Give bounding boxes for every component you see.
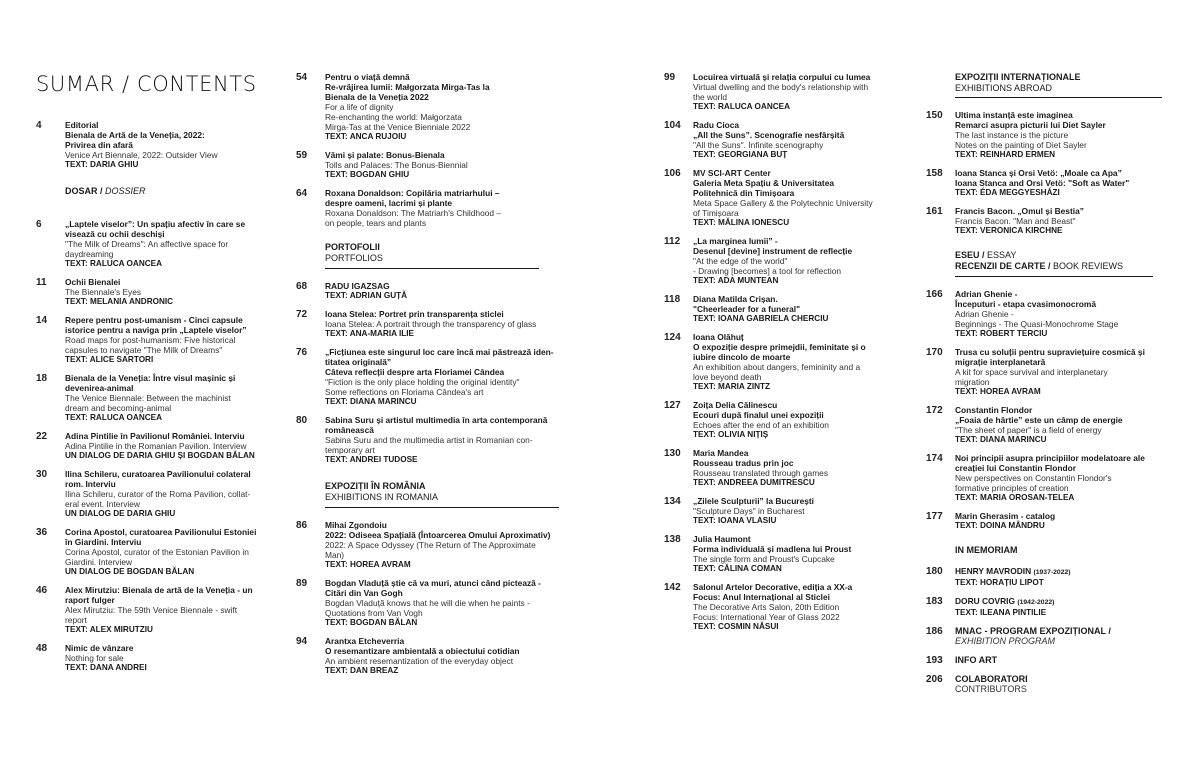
page-number: 86 xyxy=(296,520,308,531)
toc-entry[interactable]: 99 Locuirea virtuală și relația corpului cu lumea Virtual dwelling and the body's relationship with the world TEXT: RALUCA OANCEA xyxy=(664,72,900,112)
page-number: 89 xyxy=(296,578,308,589)
page-number: 46 xyxy=(36,585,48,596)
author: TEXT: ROBERT TERCIU xyxy=(955,329,1048,338)
toc-entry[interactable]: 177 Marin Gherasim - catalog TEXT: DOINA MÂNDRU xyxy=(926,511,1164,531)
author: TEXT: IOANA GABRIELA CHERCIU xyxy=(693,314,829,323)
toc-entry[interactable]: 72 Ioana Stelea: Portret prin transparența sticlei Ioana Stelea: A portrait through the transparency of glass TEXT: ANA-MARIA ILIE xyxy=(296,309,574,339)
section-heading-exhibitions-abroad: EXPOZIȚII INTERNAȚIONALE EXHIBITIONS ABROAD xyxy=(926,72,1164,98)
toc-entry[interactable]: 138 Julia Haumont Forma individuală și madlena lui Proust The single form and Proust's Cupcake TEXT: CĂLINA COMAN xyxy=(664,534,900,574)
author: TEXT: DAN BREAZ xyxy=(325,666,399,675)
page-number: 112 xyxy=(664,236,681,247)
page-number: 142 xyxy=(664,582,681,593)
toc-entry[interactable]: 180 HENRY MAVRODIN (1937-2022) TEXT: HORAȚIU LIPOT xyxy=(926,566,1164,588)
author: TEXT: ALICE SARTORI xyxy=(65,355,154,364)
page-number: 59 xyxy=(296,150,308,161)
author: TEXT: REINHARD ERMEN xyxy=(955,150,1056,159)
page-number: 150 xyxy=(926,110,943,121)
author: TEXT: COSMIN NĂSUI xyxy=(693,622,779,631)
page-number: 14 xyxy=(36,315,48,326)
toc-entry[interactable]: 134 „Zilele Sculpturii” la București "Sculpture Days" in Bucharest TEXT: IOANA VLASIU xyxy=(664,496,900,526)
page-number: 177 xyxy=(926,511,943,522)
page-number: 127 xyxy=(664,400,681,411)
author: UN DIALOG DE BOGDAN BĂLAN xyxy=(65,567,195,576)
toc-entry[interactable]: 172 Constantin Flondor „Foaia de hârtie” este un câmp de energie "The sheet of paper" is a field of energy TEXT: DIANA MARINCU xyxy=(926,405,1164,445)
section-heading-portfolios: PORTOFOLII PORTFOLIOS xyxy=(296,242,574,269)
author: TEXT: ALEX MIRUTZIU xyxy=(65,625,153,634)
page-number: 11 xyxy=(36,277,47,288)
author: TEXT: MĂLINA IONESCU xyxy=(693,218,790,227)
toc-entry[interactable]: 94 Arantxa Etcheverria O resemantizare ambientală a obiectului cotidian An ambient resemantization of the everyday object TEXT: DAN BREAZ xyxy=(296,636,574,676)
page-number: 158 xyxy=(926,168,943,179)
author: TEXT: DOINA MÂNDRU xyxy=(955,521,1045,530)
toc-entry[interactable]: 161 Francis Bacon. „Omul și Bestia” Francis Bacon. "Man and Beast" TEXT: VERONICA KIRCHNE xyxy=(926,206,1164,236)
toc-entry[interactable]: 183 DORU COVRIG (1942-2022) TEXT: ILEANA PINTILIE xyxy=(926,596,1164,618)
toc-entry[interactable]: 54 Pentru o viață demnă Re-vrăjirea lumii: Małgorzata Mirga-Tas la Bienala de la Veneția 2022 For a life of dignity Re-enchanting the world: Małgorzata Mirga-Tas at the Venice Bienniale 2022 TEXT: ANCA RUJOIU xyxy=(296,72,574,142)
contents-column-4 xyxy=(926,72,1164,702)
toc-entry[interactable]: 68 RADU IGAZSAG TEXT: ADRIAN GUȚĂ xyxy=(296,281,574,301)
section-heading-in-memoriam: IN MEMORIAM xyxy=(955,545,1018,555)
author: TEXT: VERONICA KIRCHNE xyxy=(955,226,1063,235)
page-number: 6 xyxy=(36,219,42,230)
toc-entry[interactable]: 193 INFO ART xyxy=(926,655,998,666)
author: TEXT: ANA-MARIA ILIE xyxy=(325,329,414,338)
page-number: 161 xyxy=(926,206,943,217)
toc-entry[interactable]: 11 Ochii Bienalei The Biennale's Eyes TEXT: MELANIA ANDRONIC xyxy=(36,277,268,307)
page-number: 30 xyxy=(36,469,48,480)
toc-entry[interactable]: 46 Alex Mirutziu: Bienala de artă de la Veneția - un raport fulger Alex Mirutziu: The 59th Venice Biennale - swift report TEXT: ALEX MIRUTZIU xyxy=(36,585,268,635)
toc-entry[interactable]: 6 „Laptele viselor”: Un spațiu afectiv în care se visează cu ochii deschiși "The Milk of Dreams": An affective space for daydreaming TEXT: RALUCA OANCEA xyxy=(36,219,268,269)
page-number: 180 xyxy=(926,566,943,577)
toc-entry[interactable]: 112 „La marginea lumii” - Desenul [devine] instrument de reflecție "At the edge of the world" - Drawing [becomes] a tool for reflection TEXT: ADA MUNTEAN xyxy=(664,236,900,286)
toc-entry[interactable]: 124 Ioana Olăhuț O expoziție despre primejdii, feminitate și o iubire dincolo de moarte An exhibition about dangers, femininity and a love beyond death TEXT: MARIA ZINTZ xyxy=(664,332,900,392)
page-number: 54 xyxy=(296,72,308,83)
author: TEXT: GEORGIANA BUȚ xyxy=(693,150,788,159)
author: TEXT: ANDREEA DUMITRESCU xyxy=(693,478,815,487)
page-number: 106 xyxy=(664,168,681,179)
page-number: 18 xyxy=(36,373,48,384)
toc-entry[interactable]: 36 Corina Apostol, curatoarea Pavilionului Estoniei în Giardini. Interviu Corina Apostol, curator of the Estonian Pavilion in Giardini. Interview UN DIALOG DE BOGDAN BĂLAN xyxy=(36,527,268,577)
section-heading-dossier: DOSAR / DOSSIER xyxy=(65,186,146,196)
author: TEXT: HORAȚIU LIPOT xyxy=(955,578,1044,587)
toc-entry[interactable]: 127 Zoița Delia Călinescu Ecouri după finalul unei expoziții Echoes after the end of an exhibition TEXT: OLIVIA NIȚIȘ xyxy=(664,400,900,440)
toc-entry[interactable]: 14 Repere pentru post-umanism - Cinci capsule istorice pentru a naviga prin „Laptele viselor” Road maps for post-humanism: Five historical capsules to navigate "The Milk of Dreams" TEXT: ALICE SARTORI xyxy=(36,315,268,365)
toc-entry[interactable]: 186 MNAC - PROGRAM EXPOZIȚIONAL / EXHIBITION PROGRAM xyxy=(926,626,1111,646)
page-number: 64 xyxy=(296,188,308,199)
page-number: 124 xyxy=(664,332,681,343)
author: TEXT: ILEANA PINTILIE xyxy=(955,608,1047,617)
toc-entry[interactable]: 30 Ilina Schileru, curatoarea Pavilionului colateral rom. Interviu Ilina Schileru, curator of the Roma Pavilion, collat- eral event. Interview UN DIALOG DE DARIA GHIU xyxy=(36,469,268,519)
page-number: 172 xyxy=(926,405,943,416)
author: TEXT: HOREA AVRAM xyxy=(955,387,1041,396)
author: TEXT: DARIA GHIU xyxy=(65,160,139,169)
page-number: 94 xyxy=(296,636,308,647)
author: UN DIALOG DE DARIA GHIU ȘI BOGDAN BĂLAN xyxy=(65,451,255,460)
toc-entry[interactable]: 142 Salonul Artelor Decorative, ediția a XX-a Focus: Anul Internațional al Sticlei The Decorative Arts Salon, 20th Edition Focus: International Year of Glass 2022 TEXT: COSMIN NĂSUI xyxy=(664,582,900,632)
page-number: 206 xyxy=(926,674,943,685)
author: TEXT: BOGDAN BĂLAN xyxy=(325,618,418,627)
author: TEXT: ADA MUNTEAN xyxy=(693,276,779,285)
author: TEXT: RALUCA OANCEA xyxy=(693,102,791,111)
author: TEXT: DANA ANDREI xyxy=(65,663,147,672)
page-number: 183 xyxy=(926,596,943,607)
section-heading-essay-book-reviews: ESEU / ESSAY RECENZII DE CARTE / BOOK REVIEWS xyxy=(926,250,1164,277)
toc-entry[interactable]: 106 MV SCI-ART Center Galeria Meta Spațiu & Universitatea Politehnică din Timișoara Meta Space Gallery & the Polytechnic University of Timișoara TEXT: MĂLINA IONESCU xyxy=(664,168,900,228)
author: TEXT: DIANA MARINCU xyxy=(955,435,1047,444)
page-number: 48 xyxy=(36,643,48,654)
author: TEXT: RALUCA OANCEA xyxy=(65,259,163,268)
page-number: 80 xyxy=(296,415,308,426)
author: TEXT: MELANIA ANDRONIC xyxy=(65,297,174,306)
author: TEXT: MARIA ZINTZ xyxy=(693,382,771,391)
toc-entry[interactable]: 206 COLABORATORI CONTRIBUTORS xyxy=(926,674,1028,694)
toc-entry[interactable]: 104 Radu Cioca „All the Suns”. Scenografie nesfârșită "All the Suns". Infinite scenography TEXT: GEORGIANA BUȚ xyxy=(664,120,900,160)
page-number: 193 xyxy=(926,655,943,666)
page-number: 130 xyxy=(664,448,681,459)
author: TEXT: HOREA AVRAM xyxy=(325,560,411,569)
author: TEXT: CĂLINA COMAN xyxy=(693,564,782,573)
page-number: 99 xyxy=(664,72,676,83)
page-number: 118 xyxy=(664,294,681,305)
author: TEXT: ADRIAN GUȚĂ xyxy=(325,291,408,300)
contents-column-1 xyxy=(36,72,268,681)
author: TEXT: OLIVIA NIȚIȘ xyxy=(693,430,769,439)
page-number: 76 xyxy=(296,347,308,358)
toc-entry[interactable]: 150 Ultima instanță este imaginea Remarci asupra picturii lui Diet Sayler The last instance is the picture Notes on the painting of Diet Sayler TEXT: REINHARD ERMEN xyxy=(926,110,1164,160)
toc-entry[interactable]: 130 Maria Mandea Rousseau tradus prin joc Rousseau translated through games TEXT: ANDREEA DUMITRESCU xyxy=(664,448,900,488)
page-number: 174 xyxy=(926,453,943,464)
toc-entry[interactable]: 22 Adina Pintilie în Pavilionul României. Interviu Adina Pintilie in the Romanian Pavilion. Interview UN DIALOG DE DARIA GHIU ȘI BOGDAN BĂLAN xyxy=(36,431,268,461)
toc-entry[interactable]: 158 Ioana Stanca și Orsi Vetö: „Moale ca Apa” Ioana Stanca and Orsi Vetö: "Soft as Water" TEXT: ÉDA MEGGYESHÁZI xyxy=(926,168,1164,198)
toc-entry[interactable]: 64 Roxana Donaldson: Copilăria matriarhului – despre oameni, lacrimi și plante Roxana Donaldson: The Matriarh's Childhood – on people, tears and plants xyxy=(296,188,502,228)
contents-column-2 xyxy=(296,72,574,684)
page-title: SUMAR / CONTENTS xyxy=(36,72,257,96)
toc-entry[interactable]: 174 Noi principii asupra principiilor modelatoare ale creației lui Constantin Flondor New perspectives on Constantin Flondor's formative principles of creation TEXT: MARIA OROSAN-TELEA xyxy=(926,453,1164,503)
page-number: 134 xyxy=(664,496,681,507)
author: UN DIALOG DE DARIA GHIU xyxy=(65,509,176,518)
page-number: 138 xyxy=(664,534,681,545)
section-heading-exhibitions-romania: EXPOZIȚII ÎN ROMÂNIA EXHIBITIONS IN ROMANIA xyxy=(296,481,574,508)
page-number: 170 xyxy=(926,347,943,358)
page-number: 22 xyxy=(36,431,48,442)
author: TEXT: MARIA OROSAN-TELEA xyxy=(955,493,1075,502)
toc-entry[interactable]: 89 Bogdan Vladuță știe că va muri, atunci când pictează - Citări din Van Gogh Bogdan Vladuță knows that he will die when he paints - Quotations from Van Vogh TEXT: BOGDAN BĂLAN xyxy=(296,578,574,628)
toc-entry[interactable]: 48 Nimic de vânzare Nothing for sale TEXT: DANA ANDREI xyxy=(36,643,268,673)
author: TEXT: ÉDA MEGGYESHÁZI xyxy=(955,188,1060,197)
author: TEXT: IOANA VLASIU xyxy=(693,516,777,525)
toc-entry[interactable]: 18 Bienala de la Veneția: Între visul mașinic și devenirea-animal The Venice Biennale: Between the machinist dream and becoming-animal TEXT: RALUCA OANCEA xyxy=(36,373,268,423)
page-number: 36 xyxy=(36,527,48,538)
page-number: 4 xyxy=(36,120,42,131)
page-number: 68 xyxy=(296,281,308,292)
toc-entry[interactable]: 80 Sabina Suru și artistul multimedia în arta contemporană românească Sabina Suru and the multimedia artist in Romanian con- temporary art TEXT: ANDREI TUDOSE xyxy=(296,415,574,465)
author: TEXT: RALUCA OANCEA xyxy=(65,413,163,422)
author: TEXT: ANCA RUJOIU xyxy=(325,132,407,141)
toc-entry[interactable]: 118 Diana Matilda Crișan. "Cheerleader for a funeral" TEXT: IOANA GABRIELA CHERCIU xyxy=(664,294,900,324)
toc-entry[interactable]: 86 Mihai Zgondoiu 2022: Odiseea Spațială (Întoarcerea Omului Aproximativ) 2022: A Space Odyssey (The Return of The Approximate Man) TEXT: HOREA AVRAM xyxy=(296,520,574,570)
page-number: 72 xyxy=(296,309,308,320)
contents-column-3 xyxy=(664,72,900,640)
page-number: 186 xyxy=(926,626,943,637)
author: TEXT: DIANA MARINCU xyxy=(325,397,417,406)
page-number: 104 xyxy=(664,120,681,131)
author: TEXT: BOGDAN GHIU xyxy=(325,170,410,179)
page-number: 166 xyxy=(926,289,943,300)
toc-entry[interactable]: 4 Editorial Bienala de Artă de la Veneția, 2022: Privirea din afară Venice Art Biennale, 2022: Outsider View TEXT: DARIA GHIU xyxy=(36,120,268,170)
toc-entry[interactable]: 170 Trusa cu soluții pentru supraviețuire cosmică și migrație interplanetară A kit for space survival and interplanetary migration TEXT: HOREA AVRAM xyxy=(926,347,1164,397)
toc-entry[interactable]: 59 Vămi și palate: Bonus-Bienala Tolls and Palaces: The Bonus-Biennial TEXT: BOGDAN GHIU xyxy=(296,150,574,180)
toc-entry[interactable]: 166 Adrian Ghenie - Începuturi - etapa cvasimonocromă Adrian Ghenie - Beginnings - The Quasi-Monochrome Stage TEXT: ROBERT TERCIU xyxy=(926,289,1164,339)
toc-entry[interactable]: 76 „Ficțiunea este singurul loc care încă mai păstrează iden- titatea originală” Câteva reflecții despre arta Floriamei Cândea "Fiction is the only place holding the original identity" Some reflections on Floriama Cândea's art TEXT: DIANA MARINCU xyxy=(296,347,574,407)
author: TEXT: ANDREI TUDOSE xyxy=(325,455,418,464)
